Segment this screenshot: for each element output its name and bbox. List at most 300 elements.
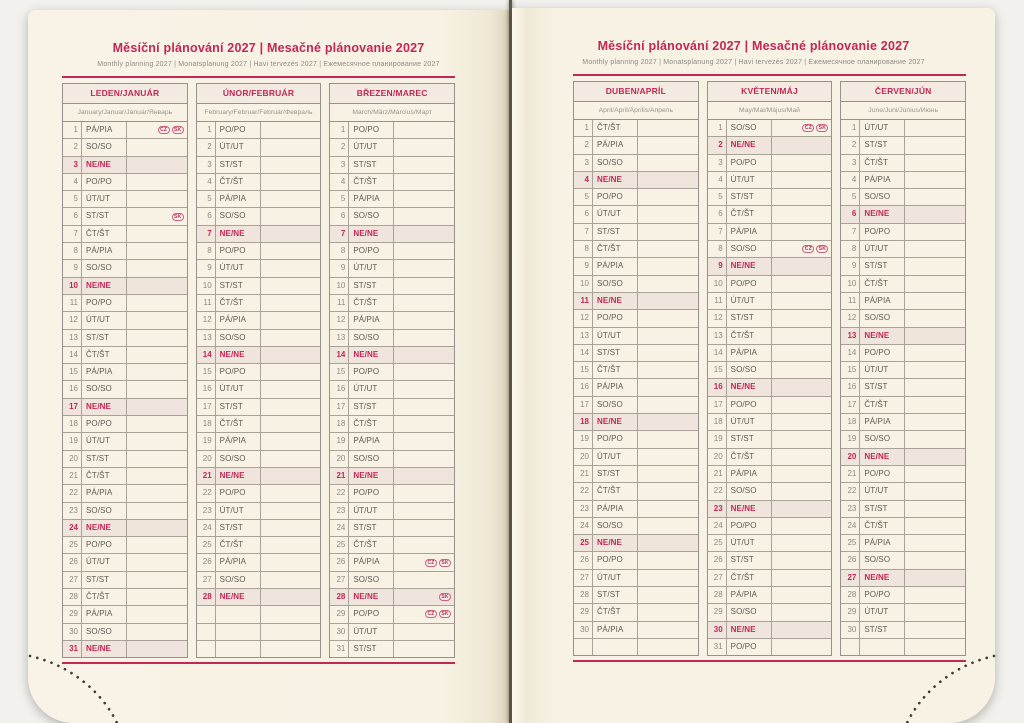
day-abbrev: PO/PO <box>349 364 394 380</box>
day-row <box>330 174 454 191</box>
day-row <box>63 641 187 657</box>
day-abbrev: NE/NE <box>216 589 261 605</box>
notes-cell <box>638 155 698 171</box>
day-row <box>63 243 187 260</box>
day-abbrev: PO/PO <box>860 466 905 482</box>
day-abbrev: NE/NE <box>593 172 638 188</box>
day-number: 2 <box>708 137 727 153</box>
day-row <box>708 310 832 327</box>
day-row <box>708 362 832 379</box>
notes-cell <box>905 414 965 430</box>
day-number: 28 <box>330 589 349 605</box>
day-row <box>574 501 698 518</box>
day-number: 23 <box>197 503 216 519</box>
day-row <box>330 451 454 468</box>
notes-cell <box>638 241 698 257</box>
sk-holiday-badge: SK <box>816 124 828 132</box>
day-number: 9 <box>841 258 860 274</box>
day-number: 2 <box>574 137 593 153</box>
notes-cell <box>772 622 832 638</box>
day-row <box>841 362 965 379</box>
day-number: 1 <box>63 122 82 138</box>
day-row <box>63 226 187 243</box>
day-number: 11 <box>841 293 860 309</box>
day-number: 9 <box>197 260 216 276</box>
day-abbrev: ST/ST <box>860 137 905 153</box>
day-number: 20 <box>574 449 593 465</box>
day-row <box>197 364 321 381</box>
day-abbrev: PO/PO <box>216 122 261 138</box>
day-row <box>63 572 187 589</box>
day-number: 18 <box>841 414 860 430</box>
day-number: 5 <box>330 191 349 207</box>
notes-cell <box>261 260 321 276</box>
notes-cell <box>772 449 832 465</box>
notes-cell <box>638 172 698 188</box>
day-number: 29 <box>330 606 349 622</box>
day-abbrev: ÚT/UT <box>82 312 127 328</box>
day-number: 4 <box>197 174 216 190</box>
day-abbrev: ST/ST <box>860 622 905 638</box>
notes-cell <box>261 416 321 432</box>
day-abbrev: NE/NE <box>349 468 394 484</box>
day-number: 24 <box>841 518 860 534</box>
day-abbrev: ST/ST <box>82 572 127 588</box>
day-abbrev: PO/PO <box>593 552 638 568</box>
month-rows <box>708 120 832 655</box>
day-row <box>63 295 187 312</box>
day-number: 12 <box>63 312 82 328</box>
notes-cell <box>772 639 832 655</box>
day-number: 11 <box>63 295 82 311</box>
day-row <box>841 155 965 172</box>
notes-cell <box>261 468 321 484</box>
day-number: 1 <box>330 122 349 138</box>
day-abbrev: PÁ/PIA <box>860 535 905 551</box>
day-row <box>574 137 698 154</box>
day-row <box>330 278 454 295</box>
day-number: 8 <box>841 241 860 257</box>
day-number: 21 <box>841 466 860 482</box>
notes-cell <box>261 624 321 640</box>
notes-cell <box>394 226 454 242</box>
day-abbrev: SO/SO <box>860 431 905 447</box>
notes-cell <box>772 258 832 274</box>
day-abbrev: PO/PO <box>216 364 261 380</box>
notes-cell <box>638 397 698 413</box>
notes-cell <box>772 362 832 378</box>
day-row <box>330 641 454 657</box>
top-rule <box>62 76 455 78</box>
notes-cell <box>127 157 187 173</box>
notes-cell <box>905 224 965 240</box>
day-number: 31 <box>63 641 82 657</box>
day-number <box>197 624 216 640</box>
day-abbrev: NE/NE <box>349 589 394 605</box>
notes-cell <box>127 468 187 484</box>
notes-cell <box>394 330 454 346</box>
notes-cell <box>394 572 454 588</box>
day-abbrev: ČT/ŠT <box>860 276 905 292</box>
day-abbrev: PÁ/PIA <box>216 433 261 449</box>
notes-cell <box>905 535 965 551</box>
day-number <box>197 606 216 622</box>
notes-cell <box>127 278 187 294</box>
day-number: 7 <box>841 224 860 240</box>
notes-cell <box>394 157 454 173</box>
notes-cell <box>638 276 698 292</box>
day-number: 22 <box>574 483 593 499</box>
day-row <box>574 258 698 275</box>
day-number: 16 <box>841 379 860 395</box>
day-number: 4 <box>574 172 593 188</box>
day-number: 29 <box>841 604 860 620</box>
notes-cell <box>905 328 965 344</box>
day-row <box>841 587 965 604</box>
day-row <box>574 310 698 327</box>
month-table <box>196 83 322 658</box>
day-number: 17 <box>574 397 593 413</box>
day-abbrev: ČT/ŠT <box>349 416 394 432</box>
day-abbrev: ČT/ŠT <box>216 174 261 190</box>
day-row <box>708 483 832 500</box>
month-subtitle: May/Mai/Május/Май <box>708 102 832 120</box>
day-row <box>330 330 454 347</box>
day-abbrev: ST/ST <box>593 587 638 603</box>
notes-cell <box>261 330 321 346</box>
day-row <box>841 120 965 137</box>
day-number: 6 <box>330 208 349 224</box>
day-row <box>708 639 832 655</box>
day-abbrev: NE/NE <box>82 278 127 294</box>
day-number: 7 <box>63 226 82 242</box>
day-number: 5 <box>708 189 727 205</box>
day-number: 16 <box>330 381 349 397</box>
day-number: 26 <box>63 554 82 570</box>
day-number: 13 <box>330 330 349 346</box>
day-number: 10 <box>574 276 593 292</box>
day-abbrev: PÁ/PIA <box>82 122 127 138</box>
day-abbrev: SO/SO <box>216 330 261 346</box>
day-row <box>708 155 832 172</box>
day-number: 24 <box>708 518 727 534</box>
day-abbrev: ČT/ŠT <box>727 206 772 222</box>
day-abbrev: ČT/ŠT <box>593 483 638 499</box>
day-number: 27 <box>841 570 860 586</box>
day-row <box>63 139 187 156</box>
day-row <box>574 362 698 379</box>
day-row <box>841 501 965 518</box>
notes-cell <box>261 226 321 242</box>
notes-cell <box>638 535 698 551</box>
day-number: 10 <box>330 278 349 294</box>
day-abbrev: ČT/ŠT <box>727 328 772 344</box>
day-row <box>330 260 454 277</box>
notes-cell <box>261 174 321 190</box>
bottom-rule <box>573 660 966 662</box>
day-number: 23 <box>330 503 349 519</box>
day-number: 14 <box>574 345 593 361</box>
day-abbrev <box>216 641 261 657</box>
notes-cell <box>772 120 832 136</box>
month-table <box>840 81 966 656</box>
notes-cell <box>638 501 698 517</box>
day-row <box>841 310 965 327</box>
day-abbrev: ST/ST <box>727 310 772 326</box>
notes-cell <box>638 518 698 534</box>
notes-cell <box>261 554 321 570</box>
day-row <box>708 379 832 396</box>
notes-cell <box>261 641 321 657</box>
day-row <box>708 328 832 345</box>
day-row <box>708 276 832 293</box>
notes-cell <box>127 364 187 380</box>
day-abbrev: PÁ/PIA <box>593 379 638 395</box>
sk-holiday-badge: SK <box>439 593 451 601</box>
notes-cell <box>127 572 187 588</box>
day-number: 17 <box>841 397 860 413</box>
month-table <box>329 83 455 658</box>
day-number: 15 <box>841 362 860 378</box>
day-row <box>708 120 832 137</box>
day-abbrev: ÚT/UT <box>216 260 261 276</box>
notes-cell <box>127 503 187 519</box>
day-row <box>841 258 965 275</box>
day-row <box>574 172 698 189</box>
notes-cell <box>127 330 187 346</box>
notes-cell <box>261 503 321 519</box>
notes-cell <box>638 328 698 344</box>
month-subtitle: March/März/Március/Март <box>330 104 454 122</box>
day-number: 13 <box>708 328 727 344</box>
day-abbrev: PÁ/PIA <box>216 191 261 207</box>
day-row <box>330 503 454 520</box>
notes-cell <box>772 276 832 292</box>
day-row <box>197 312 321 329</box>
day-abbrev: SO/SO <box>860 189 905 205</box>
day-number: 5 <box>574 189 593 205</box>
notes-cell <box>261 451 321 467</box>
cz-holiday-badge: CZ <box>802 245 814 253</box>
day-row <box>708 431 832 448</box>
notes-cell <box>394 122 454 138</box>
day-number: 2 <box>841 137 860 153</box>
notes-cell <box>905 345 965 361</box>
month-table <box>62 83 188 658</box>
day-abbrev: ČT/ŠT <box>593 241 638 257</box>
day-abbrev: ÚT/UT <box>727 172 772 188</box>
day-abbrev: SO/SO <box>727 241 772 257</box>
notes-cell <box>772 328 832 344</box>
notes-cell <box>394 139 454 155</box>
notes-cell <box>127 433 187 449</box>
day-abbrev: ÚT/UT <box>82 191 127 207</box>
notes-cell <box>394 468 454 484</box>
day-abbrev: ST/ST <box>349 399 394 415</box>
notes-cell <box>772 224 832 240</box>
day-abbrev: SO/SO <box>82 503 127 519</box>
day-abbrev: ÚT/UT <box>349 139 394 155</box>
day-row <box>708 570 832 587</box>
day-number: 27 <box>330 572 349 588</box>
day-abbrev: PÁ/PIA <box>216 312 261 328</box>
notes-cell <box>772 414 832 430</box>
day-number: 30 <box>708 622 727 638</box>
notes-cell <box>905 172 965 188</box>
day-number: 4 <box>330 174 349 190</box>
day-abbrev: ST/ST <box>593 466 638 482</box>
day-row <box>574 397 698 414</box>
day-row <box>63 208 187 225</box>
day-abbrev: ČT/ŠT <box>82 226 127 242</box>
day-number: 23 <box>841 501 860 517</box>
day-abbrev: PÁ/PIA <box>727 466 772 482</box>
day-row <box>330 399 454 416</box>
day-row <box>63 537 187 554</box>
month-name: DUBEN/APRÍL <box>574 82 698 102</box>
day-number: 22 <box>63 485 82 501</box>
notes-cell <box>905 604 965 620</box>
day-row <box>197 589 321 606</box>
sk-holiday-badge: SK <box>439 610 451 618</box>
month-name: LEDEN/JANUÁR <box>63 84 187 104</box>
notes-cell <box>394 537 454 553</box>
notes-cell <box>638 379 698 395</box>
month-rows <box>574 120 698 655</box>
notes-cell <box>394 606 454 622</box>
day-number: 16 <box>708 379 727 395</box>
day-abbrev: PÁ/PIA <box>349 433 394 449</box>
day-row <box>330 433 454 450</box>
day-number: 13 <box>574 328 593 344</box>
day-abbrev: ÚT/UT <box>593 449 638 465</box>
day-number: 8 <box>63 243 82 259</box>
notes-cell <box>638 552 698 568</box>
day-abbrev: SO/SO <box>593 276 638 292</box>
day-row <box>197 503 321 520</box>
day-abbrev: NE/NE <box>349 226 394 242</box>
day-row <box>841 431 965 448</box>
day-row <box>63 433 187 450</box>
day-number: 15 <box>330 364 349 380</box>
day-number: 18 <box>63 416 82 432</box>
day-number: 7 <box>197 226 216 242</box>
month-name: ÚNOR/FEBRUÁR <box>197 84 321 104</box>
day-abbrev: PO/PO <box>727 397 772 413</box>
day-abbrev: ST/ST <box>727 189 772 205</box>
day-row <box>708 622 832 639</box>
notes-cell <box>905 518 965 534</box>
day-row <box>197 157 321 174</box>
day-number: 29 <box>708 604 727 620</box>
day-abbrev: ST/ST <box>860 501 905 517</box>
notes-cell <box>638 310 698 326</box>
day-number: 26 <box>574 552 593 568</box>
page-subtitle: Monthly planning 2027 | Monatsplanung 2027 | Havi tervezés 2027 | Ежемесячное планирование 2027 <box>97 61 440 68</box>
day-abbrev: ÚT/UT <box>727 293 772 309</box>
month-rows <box>63 122 187 657</box>
day-number: 14 <box>841 345 860 361</box>
day-number: 7 <box>330 226 349 242</box>
day-abbrev: ČT/ŠT <box>82 589 127 605</box>
day-number: 26 <box>197 554 216 570</box>
day-abbrev: NE/NE <box>727 622 772 638</box>
notes-cell <box>127 606 187 622</box>
day-row <box>574 414 698 431</box>
day-abbrev: PO/PO <box>860 224 905 240</box>
notes-cell <box>127 226 187 242</box>
notes-cell <box>772 206 832 222</box>
day-row <box>708 501 832 518</box>
day-number: 25 <box>330 537 349 553</box>
day-abbrev: ÚT/UT <box>727 414 772 430</box>
day-row <box>197 122 321 139</box>
day-abbrev: NE/NE <box>82 641 127 657</box>
day-row <box>708 518 832 535</box>
day-number <box>574 639 593 655</box>
month-name: ČERVEN/JÚN <box>841 82 965 102</box>
day-number: 31 <box>708 639 727 655</box>
notes-cell <box>772 518 832 534</box>
notes-cell <box>905 483 965 499</box>
notes-cell <box>905 362 965 378</box>
day-abbrev: NE/NE <box>216 226 261 242</box>
notes-cell <box>905 258 965 274</box>
day-abbrev: SO/SO <box>82 381 127 397</box>
day-abbrev: NE/NE <box>727 379 772 395</box>
day-row <box>708 206 832 223</box>
day-row <box>63 330 187 347</box>
day-row <box>841 414 965 431</box>
day-row <box>63 624 187 641</box>
month-table <box>707 81 833 656</box>
right-page <box>512 8 995 723</box>
day-abbrev: PÁ/PIA <box>860 293 905 309</box>
day-abbrev: ČT/ŠT <box>860 518 905 534</box>
notes-cell <box>772 483 832 499</box>
day-number: 11 <box>574 293 593 309</box>
day-row <box>197 226 321 243</box>
day-abbrev: ČT/ŠT <box>593 362 638 378</box>
day-row <box>708 587 832 604</box>
day-row <box>574 449 698 466</box>
notes-cell <box>638 258 698 274</box>
day-abbrev: PO/PO <box>727 518 772 534</box>
day-number: 27 <box>708 570 727 586</box>
day-abbrev: NE/NE <box>82 520 127 536</box>
day-abbrev: SO/SO <box>727 362 772 378</box>
day-number: 16 <box>63 381 82 397</box>
notes-cell <box>394 503 454 519</box>
day-abbrev: PO/PO <box>593 310 638 326</box>
notes-cell <box>638 604 698 620</box>
day-abbrev: PÁ/PIA <box>860 172 905 188</box>
day-number: 13 <box>63 330 82 346</box>
day-abbrev: SO/SO <box>727 483 772 499</box>
day-number: 3 <box>63 157 82 173</box>
day-row <box>841 276 965 293</box>
day-abbrev: SO/SO <box>727 120 772 136</box>
day-abbrev: NE/NE <box>593 535 638 551</box>
day-row <box>708 535 832 552</box>
day-number: 21 <box>708 466 727 482</box>
day-abbrev: ČT/ŠT <box>216 416 261 432</box>
day-number: 26 <box>841 552 860 568</box>
day-number: 4 <box>841 172 860 188</box>
day-row <box>841 172 965 189</box>
day-row <box>63 260 187 277</box>
bottom-rule <box>62 662 455 664</box>
